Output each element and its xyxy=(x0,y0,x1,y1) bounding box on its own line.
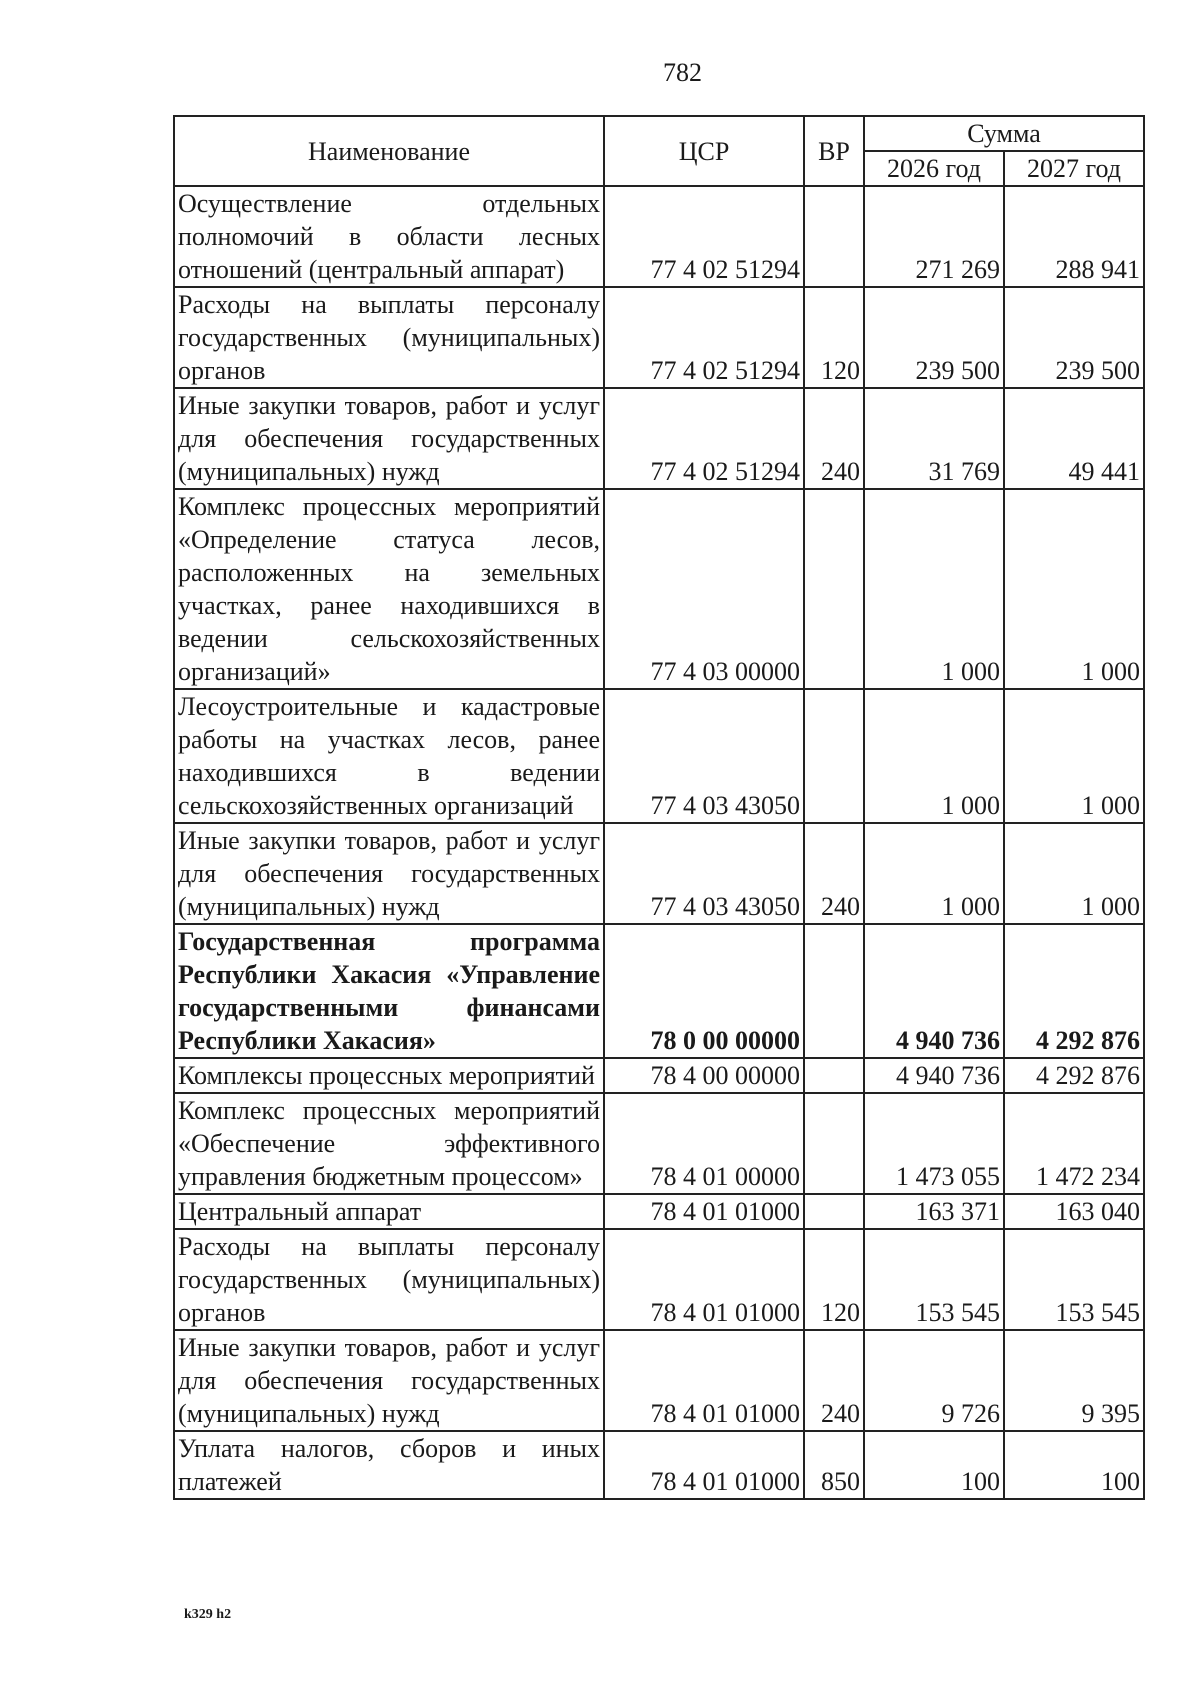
row-csr: 78 4 01 01000 xyxy=(604,1229,804,1330)
row-sum-2027: 9 395 xyxy=(1004,1330,1144,1431)
row-vr xyxy=(804,1058,864,1093)
row-name: Комплекс процессных мероприятий «Обеспечение эффективного управления бюджетным процессом» xyxy=(174,1093,604,1194)
row-sum-2027: 163 040 xyxy=(1004,1194,1144,1229)
row-vr: 850 xyxy=(804,1431,864,1499)
row-sum-2026: 100 xyxy=(864,1431,1004,1499)
row-csr: 77 4 02 51294 xyxy=(604,287,804,388)
row-sum-2026: 163 371 xyxy=(864,1194,1004,1229)
row-vr xyxy=(804,489,864,689)
row-csr: 78 4 01 01000 xyxy=(604,1194,804,1229)
table-row xyxy=(174,1330,1144,1431)
row-sum-2027: 1 000 xyxy=(1004,823,1144,924)
row-name: Комплекс процессных мероприятий «Определение статуса лесов, расположенных на земельных участках, ранее находившихся в ведении сельскохозяйственных организаций» xyxy=(174,489,604,689)
row-csr: 77 4 02 51294 xyxy=(604,388,804,489)
row-vr: 240 xyxy=(804,1330,864,1431)
row-sum-2027: 239 500 xyxy=(1004,287,1144,388)
row-sum-2027: 288 941 xyxy=(1004,186,1144,287)
row-sum-2026: 4 940 736 xyxy=(864,1058,1004,1093)
page-number: 782 xyxy=(663,58,702,87)
row-name: Осуществление отдельных полномочий в области лесных отношений (центральный аппарат) xyxy=(174,186,604,287)
header-csr: ЦСР xyxy=(604,116,804,186)
table-header xyxy=(174,116,1144,186)
row-name: Центральный аппарат xyxy=(174,1194,604,1229)
row-name: Лесоустроительные и кадастровые работы на участках лесов, ранее находившихся в ведении сельскохозяйственных организаций xyxy=(174,689,604,823)
row-name: Государственная программа Республики Хакасия «Управление государственными финансами Республики Хакасия» xyxy=(174,924,604,1058)
table-row xyxy=(174,1431,1144,1499)
row-sum-2027: 4 292 876 xyxy=(1004,1058,1144,1093)
row-csr: 78 4 01 01000 xyxy=(604,1431,804,1499)
table-row xyxy=(174,388,1144,489)
row-name: Расходы на выплаты персоналу государственных (муниципальных) органов xyxy=(174,1229,604,1330)
header-year-2027: 2027 год xyxy=(1004,151,1144,186)
table-row xyxy=(174,1058,1144,1093)
row-sum-2026: 239 500 xyxy=(864,287,1004,388)
row-csr: 78 4 01 01000 xyxy=(604,1330,804,1431)
table-row xyxy=(174,1093,1144,1194)
header-name: Наименование xyxy=(174,116,604,186)
table-row xyxy=(174,689,1144,823)
row-name: Иные закупки товаров, работ и услуг для обеспечения государственных (муниципальных) нужд xyxy=(174,823,604,924)
row-name: Иные закупки товаров, работ и услуг для обеспечения государственных (муниципальных) нужд xyxy=(174,388,604,489)
row-vr: 120 xyxy=(804,1229,864,1330)
row-vr xyxy=(804,924,864,1058)
row-sum-2027: 1 000 xyxy=(1004,689,1144,823)
table-row xyxy=(174,924,1144,1058)
row-sum-2027: 49 441 xyxy=(1004,388,1144,489)
table-row xyxy=(174,1194,1144,1229)
row-name: Уплата налогов, сборов и иных платежей xyxy=(174,1431,604,1499)
row-vr xyxy=(804,186,864,287)
row-csr: 77 4 03 00000 xyxy=(604,489,804,689)
header-sum: Сумма xyxy=(864,116,1144,151)
footer-code: k329 h2 xyxy=(184,1607,232,1622)
table-row xyxy=(174,489,1144,689)
row-vr: 240 xyxy=(804,823,864,924)
row-vr xyxy=(804,1093,864,1194)
row-name: Комплексы процессных мероприятий xyxy=(174,1058,604,1093)
row-vr: 240 xyxy=(804,388,864,489)
row-sum-2027: 4 292 876 xyxy=(1004,924,1144,1058)
row-sum-2026: 1 000 xyxy=(864,689,1004,823)
table-row xyxy=(174,823,1144,924)
row-vr xyxy=(804,689,864,823)
row-sum-2026: 271 269 xyxy=(864,186,1004,287)
row-sum-2026: 9 726 xyxy=(864,1330,1004,1431)
budget-table xyxy=(173,115,1145,1500)
table-row xyxy=(174,1229,1144,1330)
row-csr: 78 4 00 00000 xyxy=(604,1058,804,1093)
row-sum-2026: 1 000 xyxy=(864,489,1004,689)
row-sum-2026: 1 473 055 xyxy=(864,1093,1004,1194)
row-csr: 78 4 01 00000 xyxy=(604,1093,804,1194)
row-name: Иные закупки товаров, работ и услуг для обеспечения государственных (муниципальных) нужд xyxy=(174,1330,604,1431)
row-sum-2027: 153 545 xyxy=(1004,1229,1144,1330)
header-vr: ВР xyxy=(804,116,864,186)
row-sum-2026: 31 769 xyxy=(864,388,1004,489)
row-name: Расходы на выплаты персоналу государственных (муниципальных) органов xyxy=(174,287,604,388)
row-sum-2027: 1 472 234 xyxy=(1004,1093,1144,1194)
row-csr: 77 4 03 43050 xyxy=(604,823,804,924)
table-row xyxy=(174,186,1144,287)
row-sum-2027: 100 xyxy=(1004,1431,1144,1499)
row-sum-2026: 4 940 736 xyxy=(864,924,1004,1058)
table-body xyxy=(174,186,1144,1499)
row-vr: 120 xyxy=(804,287,864,388)
row-sum-2026: 1 000 xyxy=(864,823,1004,924)
table-row xyxy=(174,287,1144,388)
row-vr xyxy=(804,1194,864,1229)
row-sum-2027: 1 000 xyxy=(1004,489,1144,689)
row-csr: 77 4 02 51294 xyxy=(604,186,804,287)
row-csr: 78 0 00 00000 xyxy=(604,924,804,1058)
row-csr: 77 4 03 43050 xyxy=(604,689,804,823)
header-year-2026: 2026 год xyxy=(864,151,1004,186)
row-sum-2026: 153 545 xyxy=(864,1229,1004,1330)
